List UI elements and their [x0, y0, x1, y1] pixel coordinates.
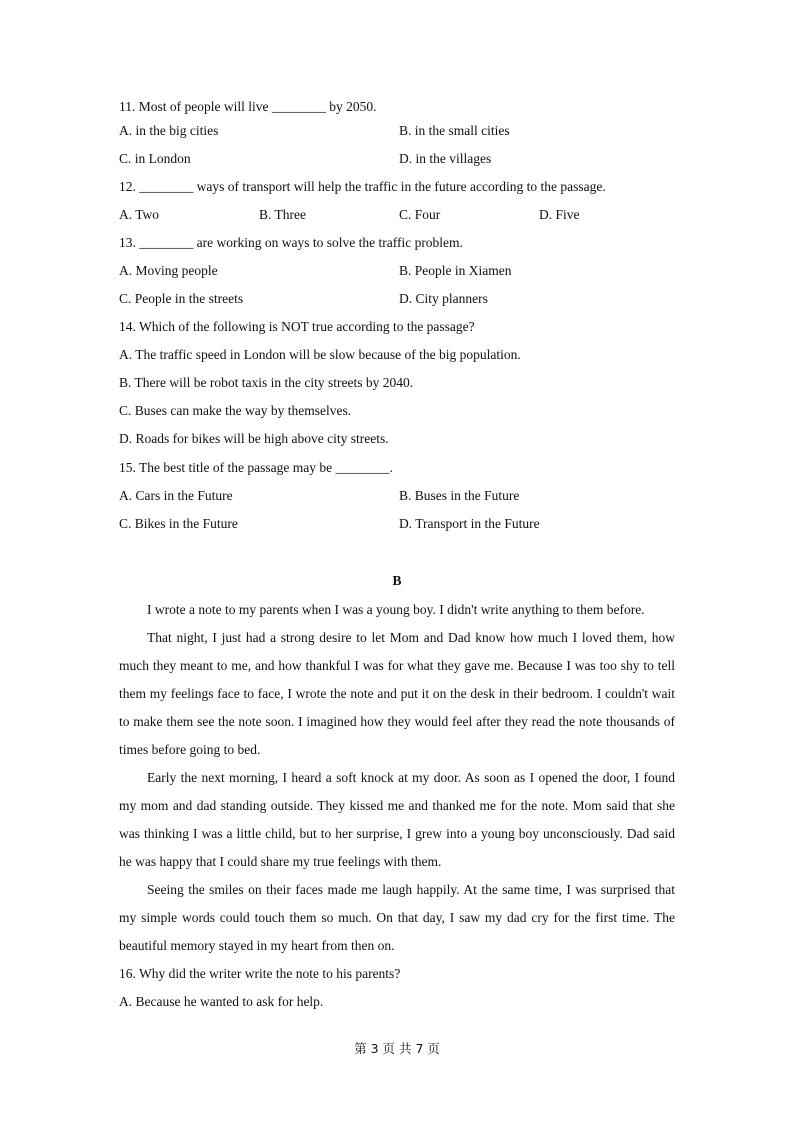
passage-paragraph-2: That night, I just had a strong desire to let Mom and Dad know how much I loved them, how much they meant to me, and how thankful I was for what they gave me. Because I was too shy to tell them my feelings face to face, I wrote the note and put it on the desk in their bedroom. I couldn't wait to make them see the note soon. I imagined how they would feel after they read the note thousands of times before going to bed. [119, 630, 675, 757]
q15-option-d: D. Transport in the Future [399, 516, 540, 531]
q15-stem: 15. The best title of the passage may be ________. [119, 460, 393, 475]
q16-option-a: A. Because he wanted to ask for help. [119, 994, 324, 1009]
q14-option-b: B. There will be robot taxis in the city streets by 2040. [119, 375, 414, 390]
q12-option-a: A. Two [119, 207, 160, 222]
q14-option-c: C. Buses can make the way by themselves. [119, 403, 352, 418]
passage-paragraph-4: Seeing the smiles on their faces made me laugh happily. At the same time, I was surprised that my simple words could touch them so much. On that day, I saw my dad cry for the first time. The beautiful memory stayed in my heart from then on. [119, 882, 675, 953]
page-number-footer: 第 3 页 共 7 页 [354, 1041, 440, 1056]
passage-b [119, 596, 675, 960]
q11-option-d: D. in the villages [399, 151, 492, 166]
q15-option-c: C. Bikes in the Future [119, 516, 238, 531]
passage-paragraph-3: Early the next morning, I heard a soft knock at my door. As soon as I opened the door, I found my mom and dad standing outside. They kissed me and thanked me for the note. Mom said that she was thinking I was a little child, but to her surprise, I grew into a young boy unconsciously. Dad said he was happy that I could share my true feelings with them. [119, 770, 675, 869]
passage-paragraph-1: I wrote a note to my parents when I was a young boy. I didn't write anything to them before. [147, 602, 645, 617]
q14-stem: 14. Which of the following is NOT true according to the passage? [119, 319, 475, 334]
q15-option-b: B. Buses in the Future [399, 488, 520, 503]
q11-option-b: B. in the small cities [399, 123, 510, 138]
q12-stem: 12. ________ ways of transport will help the traffic in the future according to the passage. [119, 179, 606, 194]
q14-option-a: A. The traffic speed in London will be slow because of the big population. [119, 347, 521, 362]
q13-option-d: D. City planners [399, 291, 488, 306]
q16-stem: 16. Why did the writer write the note to his parents? [119, 966, 401, 981]
q11-stem: 11. Most of people will live ________ by 2050. [119, 99, 377, 114]
q13-option-a: A. Moving people [119, 263, 218, 278]
q11-option-c: C. in London [119, 151, 191, 166]
q14-option-d: D. Roads for bikes will be high above city streets. [119, 431, 389, 446]
q15-option-a: A. Cars in the Future [119, 488, 233, 503]
q13-stem: 13. ________ are working on ways to solve the traffic problem. [119, 235, 463, 250]
section-b-heading: B [392, 573, 402, 588]
q12-option-b: B. Three [259, 207, 306, 222]
q13-option-b: B. People in Xiamen [399, 263, 512, 278]
q12-option-c: C. Four [399, 207, 441, 222]
q11-option-a: A. in the big cities [119, 123, 219, 138]
q12-option-d: D. Five [539, 207, 580, 222]
q13-option-c: C. People in the streets [119, 291, 244, 306]
